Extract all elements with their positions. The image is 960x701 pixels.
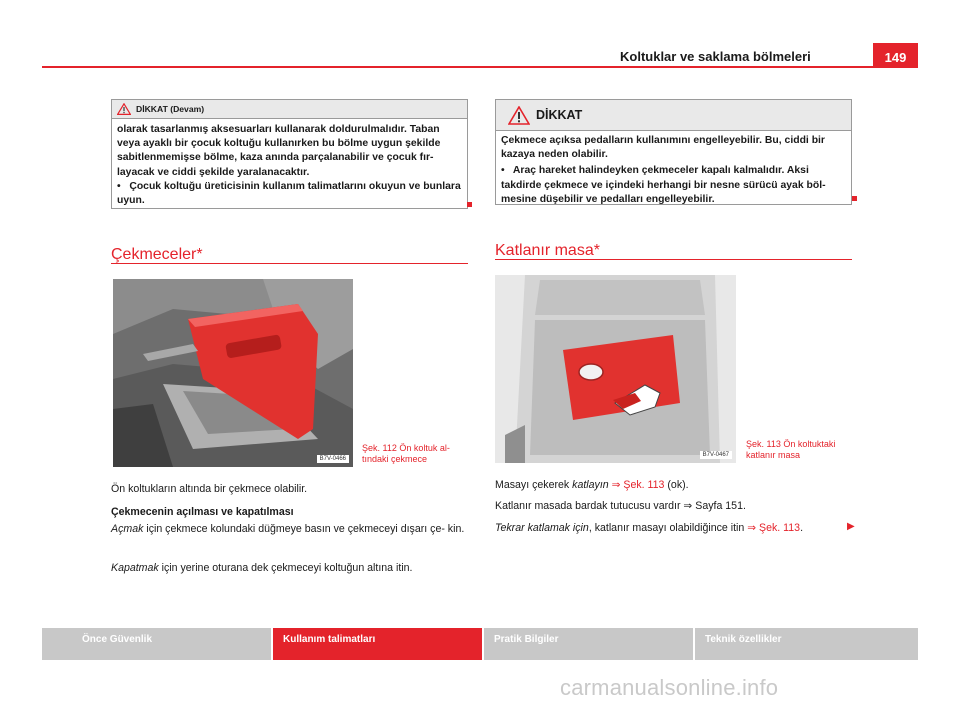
footer-tab-technical-specs[interactable]: Teknik özellikler (695, 628, 918, 660)
figure-code: B7V-0467 (700, 451, 732, 459)
warning-box-header (112, 100, 467, 119)
body-paragraph: Ön koltukların altında bir çekmece olabilir. (111, 483, 308, 495)
body-paragraph (111, 522, 468, 536)
caption-line: Şek. 112 Ön koltuk al- (362, 443, 450, 453)
header-rule (42, 66, 918, 68)
figure-code: B7V-0466 (317, 455, 349, 463)
page-number: 149 (873, 43, 918, 67)
figure-caption (362, 443, 450, 465)
warning-heading: DİKKAT (536, 108, 583, 122)
section-title-drawers: Çekmeceler* (111, 246, 203, 263)
figure-folding-table (495, 275, 736, 463)
footer-tab-safety[interactable]: Önce Güvenlik (42, 628, 271, 660)
warning-body (112, 119, 467, 212)
end-of-warning-marker (852, 196, 857, 201)
warning-bullet-text: Araç hareket halindeyken çekmeceler kapalı kalmalıdır. Aksi takdirde çekmece ve içindeki herhangi bir nesne sürücü ayak böl- mesine düşebilir ve pedalları engelleyebilir. (501, 165, 826, 205)
continue-arrow-icon: ▶ (847, 521, 855, 532)
caption-line: katlanır masa (746, 450, 801, 460)
figure-caption (746, 439, 835, 461)
watermark-text: carmanualsonline.info (560, 675, 779, 700)
section-rule (495, 259, 852, 260)
drawer-illustration (113, 279, 353, 467)
text: . (800, 522, 804, 534)
warning-box-header (496, 100, 851, 131)
warning-box (495, 99, 852, 205)
body-paragraph (495, 521, 803, 535)
warning-triangle-icon (508, 106, 530, 125)
subheading: Çekmecenin açılması ve kapatılması (111, 506, 294, 518)
warning-bullet-item (501, 164, 846, 207)
warning-paragraph: olarak tasarlanmış aksesuarları kullanarak doldurulmalıdır. Taban veya ayaklı bir çocuk koltuğu kullanırken bu bölme uygun şekilde sabitlenmemişse bölme, kaza anında parçalanabilir ve çocuk fır- layacak ve ciddi şekilde yaralanacaktır. (117, 124, 441, 178)
open-instruction: için çekmece kolundaki düğmeye basın ve çekmeceyi dışarı çe- kin. (143, 523, 465, 535)
footer-tab-practical-info[interactable]: Pratik Bilgiler (484, 628, 693, 660)
caption-line: tındaki çekmece (362, 454, 428, 464)
running-header-title: Koltuklar ve saklama bölmeleri (620, 49, 811, 64)
text: Masayı çekerek (495, 479, 573, 491)
term-close: Kapatmak (111, 562, 159, 574)
body-paragraph (495, 478, 689, 492)
warning-body (496, 131, 851, 211)
body-paragraph: Katlanır masada bardak tutucusu vardır ⇒ Sayfa 151. (495, 500, 746, 512)
figure-reference-link[interactable]: ⇒ Şek. 113 (608, 479, 665, 491)
warning-triangle-icon (117, 103, 131, 115)
section-rule (111, 263, 468, 264)
term-fold: katlayın (572, 479, 609, 491)
body-paragraph (111, 561, 468, 575)
caption-line: Şek. 113 Ön koltuktaki (746, 439, 836, 449)
warning-heading: DİKKAT (Devam) (136, 104, 205, 114)
text: (ok). (664, 479, 689, 491)
warning-paragraph: Çekmece açıksa pedalların kullanımını engelleyebilir. Bu, ciddi bir kazaya neden olabilir. (501, 135, 825, 161)
end-of-warning-marker (467, 202, 472, 207)
term-open: Açmak (111, 523, 144, 535)
close-instruction: için yerine oturana dek çekmeceyi koltuğun altına itin. (158, 562, 413, 574)
figure-reference-link[interactable]: ⇒ Şek. 113 (747, 522, 801, 534)
warning-bullet-item (117, 180, 462, 208)
warning-box-continued (111, 99, 468, 209)
text: , katlanır masayı olabildiğince itin (588, 522, 748, 534)
warning-bullet-text: Çocuk koltuğu üreticisinin kullanım talimatlarını okuyun ve bunlara uyun. (117, 180, 461, 207)
section-title-folding-table: Katlanır masa* (495, 242, 600, 259)
bullet: • (501, 165, 505, 177)
figure-drawer-under-seat (113, 279, 353, 467)
term-refold: Tekrar katlamak için (495, 522, 589, 534)
bullet: • (117, 180, 121, 192)
folding-table-illustration (495, 275, 736, 463)
footer-tab-operating-instructions[interactable]: Kullanım talimatları (273, 628, 482, 660)
